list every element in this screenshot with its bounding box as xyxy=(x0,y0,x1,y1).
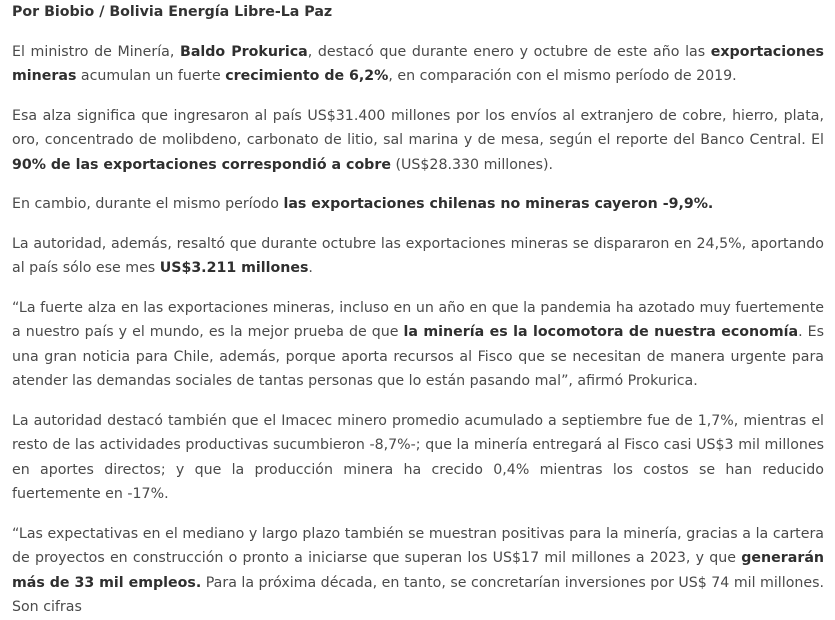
bold-text-run: la minería es la locomotora de nuestra economía xyxy=(403,324,799,340)
text-run: acumulan un fuerte xyxy=(76,68,226,84)
text-run: “La fuerte alza en las exportaciones mineras, incluso en un año en que la pandemia ha azotado muy fuertemente a nuestro país y el mundo, es la mejor prueba de que xyxy=(12,299,824,340)
text-run: Para la próxima década, en tanto, se concretarían inversiones por US$ 74 mil millones. Son cifras xyxy=(12,574,824,615)
paragraph-2 xyxy=(12,104,824,178)
text-run: El ministro de Minería, xyxy=(12,43,180,60)
bold-text-run: las exportaciones chilenas no mineras cayeron -9,9%. xyxy=(283,196,714,212)
paragraph-7-quote xyxy=(12,522,824,620)
text-run: (US$28.330 millones). xyxy=(390,156,554,173)
text-run: Esa alza significa que ingresaron al país US$31.400 millones por los envíos al extranjero de cobre, hierro, plata, oro, concentrado de molibdeno, carbonato de litio, sal marina y de mesa, según el reporte del Banco Central. El xyxy=(12,107,824,148)
bold-text-run: Baldo Prokurica xyxy=(180,43,308,60)
bold-text-run: generarán más de 33 mil empleos. xyxy=(12,550,824,591)
bold-text-run: crecimiento de 6,2% xyxy=(225,68,389,84)
bold-text-run: exportaciones mineras xyxy=(12,43,824,84)
paragraph-3 xyxy=(12,192,824,217)
paragraph-6 xyxy=(12,409,824,507)
article-body xyxy=(12,0,824,620)
text-run: . Es una gran noticia para Chile, además, porque aporta recursos al Fisco que se necesitan de manera urgente para atender las demandas sociales de tantas personas que lo están pasando mal”, afirmó Prokurica. xyxy=(12,324,824,389)
text-run: La autoridad destacó también que el Imacec minero promedio acumulado a septiembre fue de 1,7%, mientras el resto de las actividades productivas sucumbieron -8,7%-; que la minería entregará al Fisco casi US$3 mil millones en aportes directos; y que la producción minera ha crecido 0,4% mientras los costos se han reducido fuertemente en -17%. xyxy=(12,412,824,502)
article-byline: Por Biobio / Bolivia Energía Libre-La Paz xyxy=(12,4,333,20)
text-run: En cambio, durante el mismo período xyxy=(12,196,284,212)
text-run: . xyxy=(308,260,313,276)
paragraph-4 xyxy=(12,232,824,281)
paragraph-1 xyxy=(12,40,824,89)
text-run: “Las expectativas en el mediano y largo plazo también se muestran positivas para la minería, gracias a la cartera de proyectos en construcción o pronto a iniciarse que superan los US$17 mil millones a 2023, y que xyxy=(12,525,824,566)
bold-text-run: 90% de las exportaciones correspondió a cobre xyxy=(12,156,391,173)
bold-text-run: US$3.211 millones xyxy=(159,260,309,276)
text-run: La autoridad, además, resaltó que durante octubre las exportaciones mineras se dispararon en 24,5%, aportando al país sólo ese mes xyxy=(12,235,824,276)
text-run: , destacó que durante enero y octubre de este año las xyxy=(307,43,711,60)
text-run: , en comparación con el mismo período de 2019. xyxy=(388,68,737,84)
paragraph-5-quote xyxy=(12,296,824,394)
